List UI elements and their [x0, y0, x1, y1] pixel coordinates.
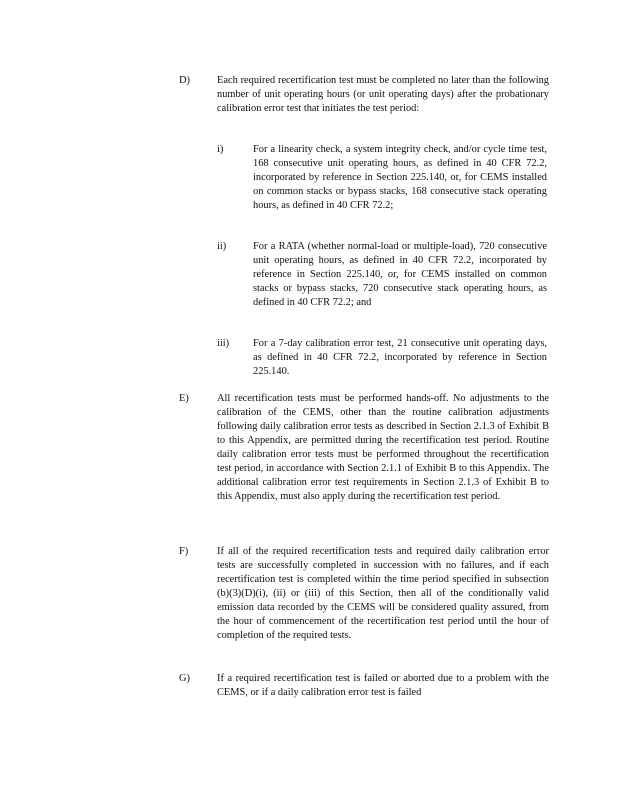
- paragraph-text: If a required recertification test is failed or aborted due to a problem with the CEMS, or if a daily calibration error test is failed: [217, 673, 549, 698]
- subparagraph-label: i): [217, 144, 224, 155]
- paragraph-label: F): [179, 546, 189, 557]
- subparagraph-d-ii: [217, 240, 547, 310]
- paragraph-label: D): [179, 75, 190, 86]
- paragraph-text: If all of the required recertification tests and required daily calibration error tests are successfully completed in succession with no failures, and if each recertification test is completed within the time period specified in subsection (b)(3)(D)(i), (ii) or (iii) of this Section, then all of the conditionally valid emission data recorded by the CEMS will be considered quality assured, from the hour of commencement of the recertification test period until the hour of completion of the required tests.: [217, 546, 549, 641]
- paragraph-label: E): [179, 393, 189, 404]
- paragraph-g: [179, 672, 549, 700]
- paragraph-text: All recertification tests must be performed hands-off. No adjustments to the calibration of the CEMS, other than the routine calibration adjustments following daily calibration error tests as described in Section 2.1.3 of Exhibit B to this Appendix, are permitted during the recertification test period. Routine daily calibration error tests must be performed throughout the recertification test period, in accordance with Section 2.1.1 of Exhibit B to this Appendix. The additional calibration error test requirements in Section 2.1.3 of Exhibit B to this Appendix, must also apply during the recertification test period.: [217, 393, 549, 502]
- paragraph-f: [179, 545, 549, 643]
- paragraph-e: [179, 392, 549, 504]
- paragraph-text: Each required recertification test must be completed no later than the following number of unit operating hours (or unit operating days) after the probationary calibration error test that initiates the test period:: [217, 75, 549, 114]
- subparagraph-text: For a 7-day calibration error test, 21 consecutive unit operating days, as defined in 40 CFR 72.2, incorporated by reference in Section 225.140.: [253, 338, 547, 377]
- subparagraph-text: For a RATA (whether normal-load or multiple-load), 720 consecutive unit operating hours, as defined in 40 CFR 72.2, incorporated by reference in Section 225.140, or, for CEMS installed on common stacks or bypass stacks, 720 consecutive stack operating hours, as defined in 40 CFR 72.2; and: [253, 241, 547, 308]
- subparagraph-d-i: [217, 143, 547, 213]
- paragraph-d: [179, 74, 549, 116]
- subparagraph-label: iii): [217, 338, 230, 349]
- subparagraph-d-iii: [217, 337, 547, 379]
- subparagraph-text: For a linearity check, a system integrity check, and/or cycle time test, 168 consecutive unit operating hours, as defined in 40 CFR 72.2, incorporated by reference in Section 225.140, or, for CEMS installed on common stacks or bypass stacks, 168 consecutive stack operating hours, as defined in 40 CFR 72.2;: [253, 144, 547, 211]
- paragraph-label: G): [179, 673, 190, 684]
- subparagraph-label: ii): [217, 241, 227, 252]
